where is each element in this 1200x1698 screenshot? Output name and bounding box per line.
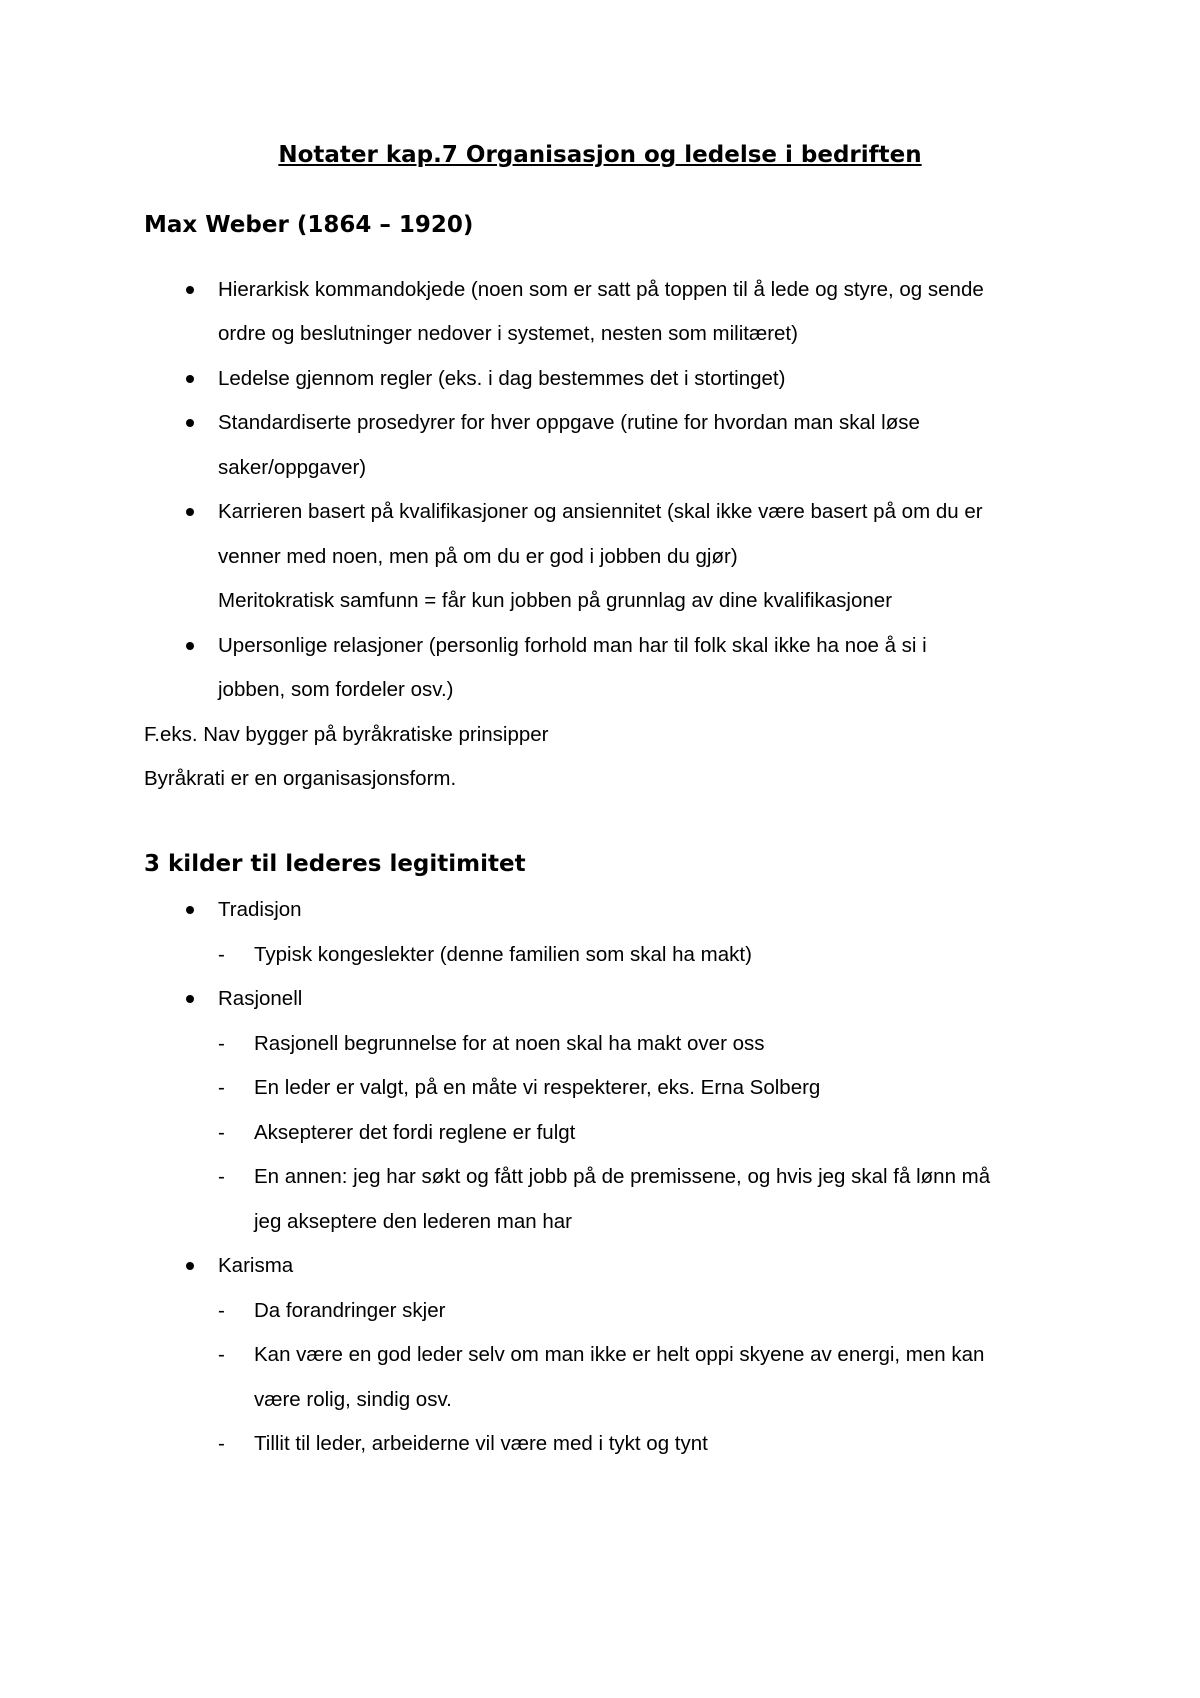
sub-list-item: En annen: jeg har søkt og fått jobb på de premissene, og hvis jeg skal få lønn må	[254, 1165, 991, 1188]
list-item: Hierarkisk kommandokjede (noen som er satt på toppen til å lede og styre, og sende	[218, 278, 984, 301]
list-item: Upersonlige relasjoner (personlig forhold man har til folk skal ikke ha noe å si i	[218, 634, 927, 657]
dash-marker: -	[218, 1432, 225, 1455]
sub-list-item: Typisk kongeslekter (denne familien som skal ha makt)	[254, 943, 752, 966]
sub-list-item: Da forandringer skjer	[254, 1299, 446, 1322]
document-title: Notater kap.7 Organisasjon og ledelse i bedriften	[278, 142, 922, 168]
dash-marker: -	[218, 1299, 225, 1322]
list-item-continuation: saker/oppgaver)	[218, 456, 367, 479]
sub-list-item: Kan være en god leder selv om man ikke er helt oppi skyene av energi, men kan	[254, 1343, 985, 1366]
dash-marker: -	[218, 1343, 225, 1366]
sub-list-item: En leder er valgt, på en måte vi respekterer, eks. Erna Solberg	[254, 1076, 821, 1099]
dash-marker: -	[218, 1165, 225, 1188]
dash-marker: -	[218, 1076, 225, 1099]
bullet-icon	[186, 286, 194, 294]
sub-list-item-continuation: være rolig, sindig osv.	[254, 1388, 452, 1411]
dash-marker: -	[218, 943, 225, 966]
paragraph: Byråkrati er en organisasjonsform.	[144, 767, 457, 790]
bullet-icon	[186, 375, 194, 383]
list-item: Tradisjon	[218, 898, 302, 921]
dash-marker: -	[218, 1121, 225, 1144]
sub-list-item-continuation: jeg akseptere den lederen man har	[254, 1210, 572, 1233]
bullet-icon	[186, 995, 194, 1003]
list-item: Ledelse gjennom regler (eks. i dag bestemmes det i stortinget)	[218, 367, 786, 390]
list-item-continuation: ordre og beslutninger nedover i systemet, nesten som militæret)	[218, 322, 798, 345]
list-item: Karrieren basert på kvalifikasjoner og ansiennitet (skal ikke være basert på om du er	[218, 500, 983, 523]
list-item: Karisma	[218, 1254, 294, 1277]
sub-list-item: Rasjonell begrunnelse for at noen skal ha makt over oss	[254, 1032, 765, 1055]
section-heading-legitimitet: 3 kilder til lederes legitimitet	[144, 851, 526, 877]
bullet-icon	[186, 642, 194, 650]
sub-list-item: Tillit til leder, arbeiderne vil være med i tykt og tynt	[254, 1432, 708, 1455]
bullet-icon	[186, 906, 194, 914]
bullet-icon	[186, 508, 194, 516]
list-item-continuation: venner med noen, men på om du er god i jobben du gjør)	[218, 545, 738, 568]
sub-list-item: Aksepterer det fordi reglene er fulgt	[254, 1121, 576, 1144]
list-item: Standardiserte prosedyrer for hver oppgave (rutine for hvordan man skal løse	[218, 411, 920, 434]
bullet-icon	[186, 419, 194, 427]
bullet-icon	[186, 1262, 194, 1270]
paragraph: F.eks. Nav bygger på byråkratiske prinsipper	[144, 723, 549, 746]
list-item: Rasjonell	[218, 987, 303, 1010]
list-item-continuation: jobben, som fordeler osv.)	[218, 678, 454, 701]
dash-marker: -	[218, 1032, 225, 1055]
section-heading-max-weber: Max Weber (1864 – 1920)	[144, 212, 474, 238]
list-item-continuation: Meritokratisk samfunn = får kun jobben på grunnlag av dine kvalifikasjoner	[218, 589, 893, 612]
